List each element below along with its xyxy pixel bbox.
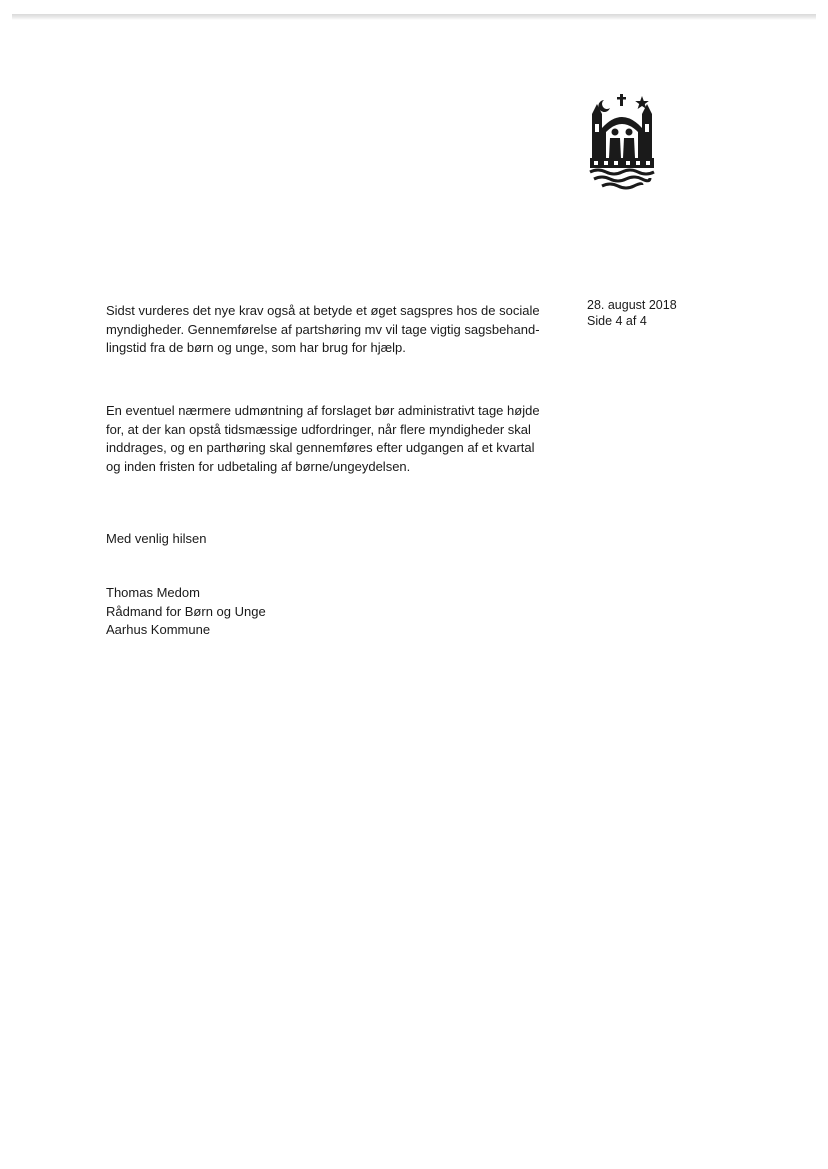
signatory-organization: Aarhus Kommune: [106, 622, 211, 637]
signature-block: [106, 584, 566, 640]
paragraph-line: for, at der kan opstå tidsmæssige udfordringer, når flere myndigheder skal: [106, 421, 531, 437]
signatory-title: Rådmand for Børn og Unge: [106, 603, 266, 619]
aarhus-coat-of-arms-icon: [584, 92, 660, 194]
closing-text: Med venlig hilsen: [106, 531, 207, 546]
paragraph-line: Sidst vurderes det nye krav også at betyde et øget sagspres hos de sociale: [106, 303, 540, 318]
paragraph-line: og inden fristen for udbetaling af børne/ungeydelsen.: [106, 458, 411, 474]
paragraph-line: lingstid fra de børn og unge, som har brug for hjælp.: [106, 340, 406, 355]
closing-salutation: [106, 530, 566, 549]
signatory-name: Thomas Medom: [106, 585, 200, 600]
paragraph-line: inddrages, og en parthøring skal gennemføres efter udgangen af et kvartal: [106, 440, 535, 455]
page-number: Side 4 af 4: [587, 314, 647, 328]
scan-edge: [12, 14, 816, 20]
paragraph-line: myndigheder. Gennemførelse af partshøring mv vil tage vigtig sagsbehand-: [106, 321, 540, 337]
letter-date: 28. august 2018: [587, 298, 677, 312]
paragraph-line: En eventuel nærmere udmøntning af forslaget bør administrativt tage højde: [106, 403, 540, 418]
letter-meta: [587, 297, 677, 329]
paragraph-2: [106, 402, 566, 476]
paragraph-1: [106, 302, 566, 358]
